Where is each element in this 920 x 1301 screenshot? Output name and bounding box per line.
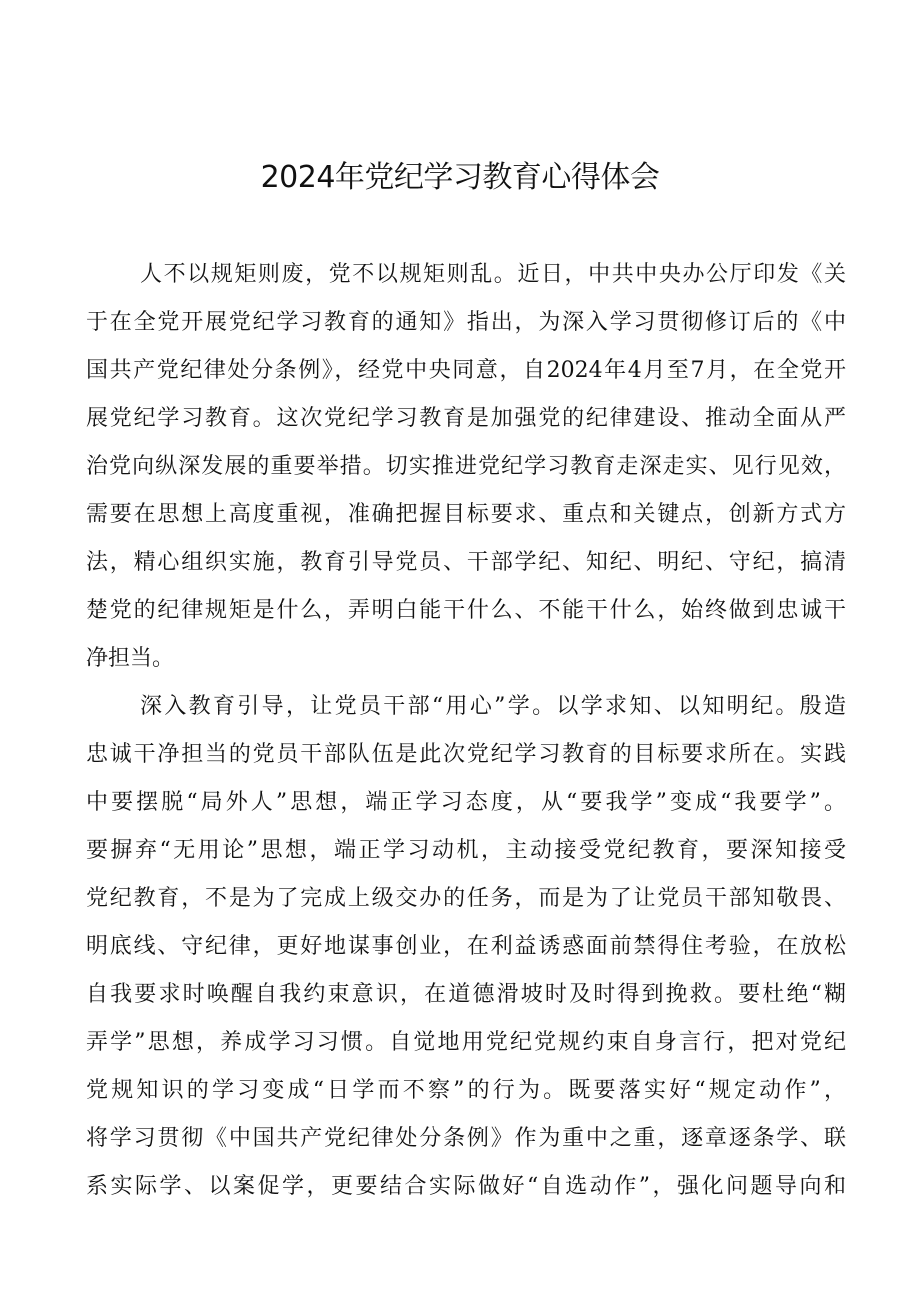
paragraph-1-line-5: 治党向纵深发展的重要举措。切实推进党纪学习教育走深走实、见行见效， [86, 454, 846, 479]
paragraph-2-line-11: 系实际学、以案促学，更要结合实际做好“自选动作”，强化问题导向和 [86, 1174, 846, 1199]
paragraph-2-line-1: 深入教育引导，让党员干部“用心”学。以学求知、以知明纪。殷造 [140, 694, 846, 719]
paragraph-1-line-4: 展党纪学习教育。这次党纪学习教育是加强党的纪律建设、推动全面从严 [86, 406, 846, 431]
paragraph-1-line-2: 于在全党开展党纪学习教育的通知》指出，为深入学习贯彻修订后的《中 [86, 310, 846, 335]
document-title: 2024年党纪学习教育心得体会 [260, 160, 660, 195]
paragraph-1-line-9: 净担当。 [86, 646, 175, 671]
paragraph-2-line-6: 明底线、守纪律，更好地谋事创业，在利益诱惑面前禁得住考验，在放松 [86, 934, 846, 959]
paragraph-2-line-4: 要摒弃“无用论”思想，端正学习动机，主动接受党纪教育，要深知接受 [86, 838, 846, 863]
paragraph-1-line-8: 楚党的纪律规矩是什么，弄明白能干什么、不能干什么，始终做到忠诚干 [86, 598, 846, 623]
paragraph-2-line-7: 自我要求时唤醒自我约束意识，在道德滑坡时及时得到挽救。要杜绝“糊 [86, 982, 846, 1007]
paragraph-1-line-7: 法，精心组织实施，教育引导党员、干部学纪、知纪、明纪、守纪，搞清 [86, 550, 846, 575]
paragraph-2-line-5: 党纪教育，不是为了完成上级交办的任务，而是为了让党员干部知敬畏、 [86, 886, 846, 911]
paragraph-2-line-3: 中要摆脱“局外人”思想，端正学习态度，从“要我学”变成“我要学”。 [86, 790, 846, 815]
paragraph-2-line-8: 弄学”思想，养成学习习惯。自觉地用党纪党规约束自身言行，把对党纪 [86, 1030, 846, 1055]
paragraph-1-line-3: 国共产党纪律处分条例》，经党中央同意，自2024年4月至7月，在全党开 [86, 358, 846, 383]
paragraph-1-line-1: 人不以规矩则废，党不以规矩则乱。近日，中共中央办公厅印发《关 [140, 262, 846, 287]
paragraph-1-line-6: 需要在思想上高度重视，准确把握目标要求、重点和关键点，创新方式方 [86, 502, 846, 527]
paragraph-2-line-9: 党规知识的学习变成“日学而不察”的行为。既要落实好“规定动作”， [86, 1078, 846, 1103]
paragraph-2-line-2: 忠诚干净担当的党员干部队伍是此次党纪学习教育的目标要求所在。实践 [86, 742, 846, 767]
paragraph-2-line-10: 将学习贯彻《中国共产党纪律处分条例》作为重中之重，逐章逐条学、联 [86, 1126, 846, 1151]
